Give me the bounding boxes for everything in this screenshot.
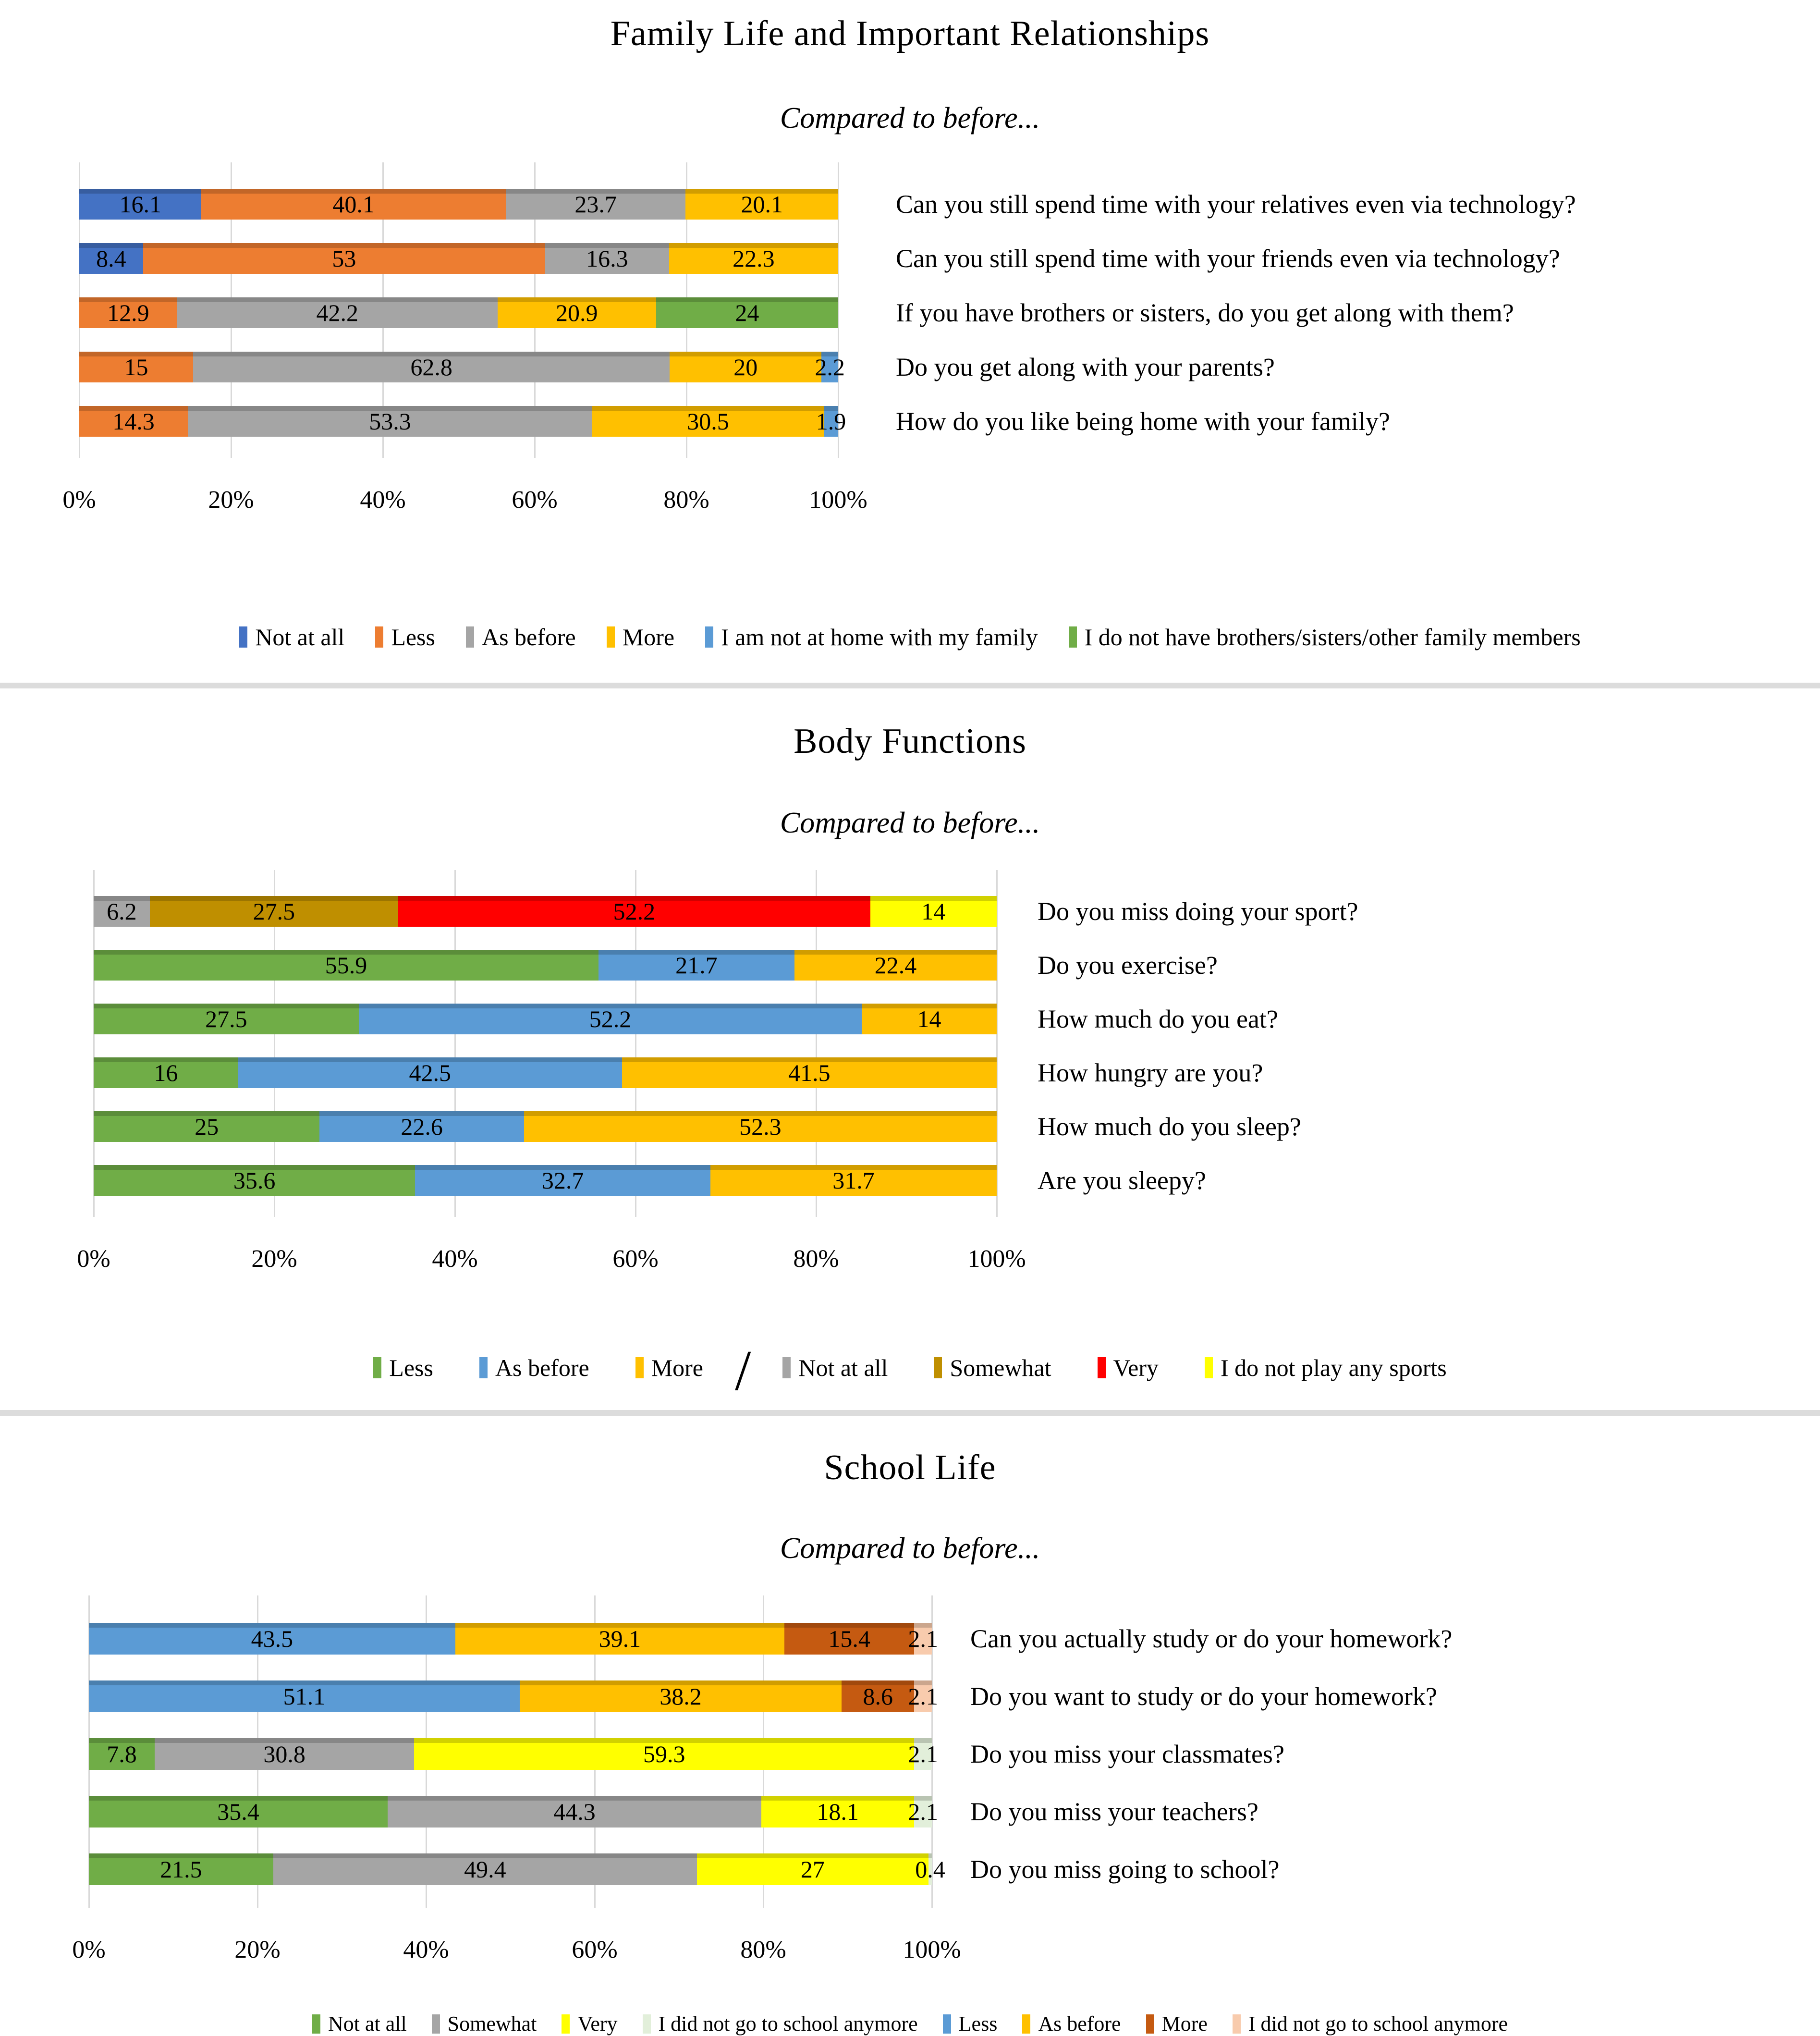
x-axis bbox=[77, 1235, 1026, 1278]
data-label: 20 bbox=[733, 353, 758, 380]
legend-swatch bbox=[1146, 2014, 1154, 2034]
data-label: 6.2 bbox=[107, 898, 137, 925]
bar-segment-not-at-all bbox=[79, 189, 201, 220]
legend-label: I did not go to school anymore bbox=[658, 2012, 918, 2036]
bar-segment-less bbox=[201, 189, 506, 220]
legend bbox=[0, 623, 1820, 651]
category-label: Do you miss going to school? bbox=[970, 1855, 1280, 1884]
chart-section-body-functions bbox=[0, 688, 1820, 1416]
legend-swatch bbox=[1205, 1357, 1213, 1378]
stacked-bar bbox=[79, 352, 845, 382]
legend-item bbox=[1205, 1354, 1447, 1382]
data-label: 49.4 bbox=[464, 1856, 506, 1883]
data-label: 44.3 bbox=[553, 1798, 596, 1825]
data-label: 16.3 bbox=[586, 245, 628, 272]
bar-segment-as-before bbox=[238, 1057, 622, 1088]
chart-title: Body Functions bbox=[794, 722, 1026, 761]
data-label: 24 bbox=[735, 299, 759, 326]
legend-label: I did not go to school anymore bbox=[1248, 2012, 1508, 2036]
legend-item bbox=[1022, 2011, 1121, 2036]
legend-item bbox=[239, 623, 344, 651]
category-label: Do you exercise? bbox=[1038, 951, 1218, 980]
data-label: 0.4 bbox=[915, 1856, 945, 1883]
category-label: Can you still spend time with your relatives even via technology? bbox=[896, 189, 1576, 219]
legend-item bbox=[466, 623, 576, 651]
bar-segment-somewhat bbox=[273, 1853, 697, 1885]
bar-segment-somewhat bbox=[150, 896, 399, 927]
data-label: 14 bbox=[917, 1006, 941, 1032]
plot-area bbox=[89, 1610, 945, 1898]
legend-item bbox=[373, 1354, 433, 1382]
legend-label: I do not play any sports bbox=[1220, 1354, 1447, 1381]
bar-segment-less bbox=[94, 950, 599, 981]
bar-segment-more bbox=[685, 189, 838, 220]
legend-label: As before bbox=[495, 1354, 589, 1381]
bar-segment-as-before bbox=[599, 950, 794, 981]
data-label: 14.3 bbox=[112, 407, 155, 435]
stacked-bar bbox=[89, 1796, 938, 1827]
data-label: 20.9 bbox=[555, 299, 598, 326]
data-label: 35.6 bbox=[233, 1167, 276, 1194]
data-label: 15.4 bbox=[828, 1625, 870, 1652]
data-label: 51.1 bbox=[283, 1683, 326, 1710]
legend-label: I do not have brothers/sisters/other family members bbox=[1084, 624, 1581, 650]
legend-label: Very bbox=[1113, 1354, 1159, 1381]
legend-swatch bbox=[943, 2014, 951, 2034]
axis-tick-label: 40% bbox=[403, 1936, 449, 1963]
bar-row bbox=[89, 1783, 938, 1840]
legend-separator: / bbox=[735, 1338, 751, 1402]
data-label: 40.1 bbox=[332, 190, 375, 218]
bar-row bbox=[79, 394, 846, 448]
legend-item bbox=[1069, 623, 1581, 651]
bar-segment-as-before bbox=[545, 243, 669, 274]
legend-swatch bbox=[239, 626, 247, 648]
axis-tick-label: 20% bbox=[234, 1936, 281, 1963]
axis-tick-label: 0% bbox=[62, 486, 96, 514]
data-label: 59.3 bbox=[643, 1741, 685, 1767]
category-label: How do you like being home with your family? bbox=[896, 406, 1390, 436]
axis-tick-label: 80% bbox=[793, 1245, 839, 1273]
bar-segment-i-did-not-go-to-school-anymore bbox=[908, 1796, 938, 1827]
legend-label: Somewhat bbox=[950, 1354, 1051, 1381]
data-label: 2.1 bbox=[908, 1798, 938, 1825]
stacked-bar bbox=[94, 1111, 997, 1142]
bar-row bbox=[79, 177, 838, 231]
legend-swatch bbox=[635, 1357, 644, 1378]
data-label: 21.5 bbox=[160, 1856, 202, 1883]
data-label: 20.1 bbox=[741, 190, 783, 218]
bar-segment-as-before bbox=[520, 1680, 842, 1712]
bar-segment-i-did-not-go-to-school-anymore bbox=[915, 1853, 945, 1885]
category-label: How hungry are you? bbox=[1038, 1058, 1263, 1087]
bar-row bbox=[79, 340, 845, 394]
legend-swatch bbox=[375, 626, 383, 648]
chart-section-school-life bbox=[0, 1416, 1820, 2036]
plot-area bbox=[94, 884, 997, 1207]
stacked-bar bbox=[89, 1853, 945, 1885]
data-label: 52.3 bbox=[739, 1113, 782, 1140]
category-labels bbox=[1038, 884, 1820, 1207]
legend-item bbox=[934, 1354, 1051, 1382]
category-label: Can you actually study or do your homework? bbox=[970, 1624, 1453, 1653]
stacked-bar bbox=[79, 297, 838, 328]
stacked-bar bbox=[94, 1057, 997, 1088]
data-label: 27.5 bbox=[253, 898, 295, 925]
data-label: 38.2 bbox=[660, 1683, 702, 1710]
data-label: 8.6 bbox=[863, 1683, 893, 1710]
bar-segment-very bbox=[414, 1738, 914, 1770]
legend-swatch bbox=[466, 626, 474, 648]
data-label: 52.2 bbox=[613, 898, 656, 925]
legend-swatch bbox=[1098, 1357, 1106, 1378]
legend-label: Not at all bbox=[255, 624, 345, 650]
legend-label: I am not at home with my family bbox=[721, 624, 1038, 650]
legend-label: More bbox=[651, 1354, 704, 1381]
section-divider bbox=[0, 1410, 1820, 1416]
data-label: 15 bbox=[124, 353, 148, 380]
category-label: Do you get along with your parents? bbox=[896, 352, 1275, 381]
axis-tick-label: 100% bbox=[903, 1936, 961, 1963]
bar-segment-as-before bbox=[177, 297, 498, 328]
legend-swatch bbox=[1069, 626, 1077, 648]
bar-segment-very bbox=[697, 1853, 928, 1885]
legend-label: Not at all bbox=[798, 1354, 888, 1381]
bar-segment-more bbox=[670, 352, 821, 382]
bar-segment-more bbox=[669, 243, 838, 274]
data-label: 14 bbox=[921, 898, 946, 925]
bar-segment-i-am-not-at-home-with-my-family bbox=[815, 352, 845, 382]
stacked-bar bbox=[79, 406, 846, 437]
bar-segment-as-before bbox=[455, 1623, 785, 1655]
data-label: 2.1 bbox=[908, 1625, 938, 1652]
category-label: Are you sleepy? bbox=[1038, 1166, 1206, 1195]
category-label: Can you still spend time with your friends even via technology? bbox=[896, 244, 1560, 273]
axis-tick-label: 40% bbox=[432, 1245, 478, 1273]
bar-segment-as-before bbox=[415, 1165, 710, 1196]
bar-segment-i-did-not-go-to-school-anymore bbox=[908, 1738, 938, 1770]
legend-item bbox=[1146, 2011, 1208, 2036]
bar-row bbox=[89, 1668, 938, 1725]
bar-segment-somewhat bbox=[388, 1796, 761, 1827]
legend-label: More bbox=[1161, 2012, 1208, 2036]
data-label: 16 bbox=[154, 1059, 178, 1086]
bar-segment-less bbox=[94, 1057, 238, 1088]
data-label: 8.4 bbox=[96, 245, 126, 272]
axis-tick-label: 40% bbox=[360, 486, 406, 514]
axis-tick-label: 60% bbox=[572, 1936, 618, 1963]
axis-tick-label: 80% bbox=[663, 486, 709, 514]
data-label: 27 bbox=[800, 1856, 825, 1883]
legend-item bbox=[312, 2011, 407, 2036]
legend-item bbox=[643, 2011, 918, 2036]
stacked-bar bbox=[94, 950, 997, 981]
stacked-bar bbox=[89, 1680, 938, 1712]
category-label: Do you miss your classmates? bbox=[970, 1740, 1284, 1768]
legend-swatch bbox=[479, 1357, 488, 1378]
bar-segment-more bbox=[524, 1111, 997, 1142]
data-label: 32.7 bbox=[541, 1167, 584, 1194]
category-label: If you have brothers or sisters, do you get along with them? bbox=[896, 298, 1514, 327]
legend-item bbox=[635, 1354, 703, 1382]
category-label: Do you miss doing your sport? bbox=[1038, 897, 1358, 926]
legend-swatch bbox=[705, 626, 713, 648]
data-label: 43.5 bbox=[251, 1625, 293, 1652]
data-label: 52.2 bbox=[589, 1006, 632, 1032]
data-label: 2.1 bbox=[908, 1741, 938, 1767]
bar-segment-less bbox=[94, 1165, 415, 1196]
data-label: 2.2 bbox=[815, 353, 845, 380]
legend-label: Less bbox=[389, 1354, 433, 1381]
legend-label: Somewhat bbox=[447, 2012, 537, 2036]
bar-row bbox=[89, 1840, 945, 1898]
data-label: 41.5 bbox=[788, 1059, 831, 1086]
axis-tick-label: 100% bbox=[967, 1245, 1026, 1273]
bar-row bbox=[94, 1100, 997, 1153]
legend-item bbox=[1098, 1354, 1159, 1382]
legend-item bbox=[705, 623, 1038, 651]
axis-tick-label: 0% bbox=[72, 1936, 106, 1963]
axis-tick-label: 100% bbox=[809, 486, 867, 514]
legend-swatch bbox=[432, 2014, 440, 2034]
bar-segment-more bbox=[498, 297, 656, 328]
data-label: 42.5 bbox=[409, 1059, 452, 1086]
data-label: 2.1 bbox=[908, 1683, 938, 1710]
legend-swatch bbox=[643, 2014, 651, 2034]
bar-row bbox=[79, 285, 838, 340]
stacked-bar bbox=[94, 1004, 997, 1034]
stacked-bar bbox=[94, 1165, 997, 1196]
legend-swatch bbox=[373, 1357, 381, 1378]
bar-segment-i-do-not-play-any-sports bbox=[870, 896, 997, 927]
data-label: 53.3 bbox=[369, 407, 411, 435]
data-label: 55.9 bbox=[325, 952, 367, 979]
bar-segment-i-did-not-go-to-school-anymore bbox=[908, 1623, 938, 1655]
data-label: 42.2 bbox=[316, 299, 358, 326]
data-label: 30.8 bbox=[263, 1741, 305, 1767]
data-label: 22.4 bbox=[874, 952, 917, 979]
stacked-bar bbox=[94, 896, 997, 927]
legend-item bbox=[479, 1354, 589, 1382]
bar-segment-very bbox=[398, 896, 870, 927]
legend-item bbox=[782, 1354, 888, 1382]
legend bbox=[0, 1338, 1820, 1402]
legend-item bbox=[607, 623, 674, 651]
legend-item bbox=[375, 623, 435, 651]
bar-segment-as-before bbox=[506, 189, 685, 220]
legend-item bbox=[943, 2011, 998, 2036]
bar-segment-i-do-not-have-brothers-sisters-other-family-members bbox=[656, 297, 838, 328]
data-label: 12.9 bbox=[107, 299, 149, 326]
data-label: 18.1 bbox=[817, 1798, 859, 1825]
bar-segment-less bbox=[94, 1004, 359, 1034]
bar-segment-more bbox=[842, 1680, 914, 1712]
bar-row bbox=[89, 1610, 938, 1668]
legend-item bbox=[562, 2011, 617, 2036]
axis-tick-label: 60% bbox=[612, 1245, 659, 1273]
axis-tick-label: 20% bbox=[251, 1245, 297, 1273]
bar-segment-more bbox=[862, 1004, 997, 1034]
data-label: 21.7 bbox=[675, 952, 718, 979]
bar-segment-as-before bbox=[188, 406, 592, 437]
legend-swatch bbox=[562, 2014, 570, 2034]
bar-row bbox=[94, 992, 997, 1046]
stacked-bar bbox=[79, 243, 838, 274]
category-labels bbox=[896, 177, 1820, 448]
bar-segment-more bbox=[592, 406, 824, 437]
category-label: How much do you sleep? bbox=[1038, 1112, 1301, 1141]
legend-swatch bbox=[312, 2014, 320, 2034]
bar-segment-more bbox=[622, 1057, 997, 1088]
data-label: 30.5 bbox=[687, 407, 729, 435]
legend bbox=[0, 2011, 1820, 2036]
data-label: 16.1 bbox=[119, 190, 161, 218]
bar-segment-not-at-all bbox=[89, 1853, 273, 1885]
bar-segment-less bbox=[89, 1680, 520, 1712]
bar-segment-not-at-all bbox=[89, 1796, 388, 1827]
legend-swatch bbox=[1233, 2014, 1241, 2034]
x-axis bbox=[72, 1926, 961, 1969]
legend-swatch bbox=[782, 1357, 791, 1378]
plot-area bbox=[79, 177, 846, 448]
bar-segment-not-at-all bbox=[89, 1738, 155, 1770]
bar-segment-very bbox=[761, 1796, 914, 1827]
bar-segment-less bbox=[79, 352, 193, 382]
category-label: Do you want to study or do your homework? bbox=[970, 1682, 1437, 1711]
bar-segment-less bbox=[79, 297, 177, 328]
category-label: Do you miss your teachers? bbox=[970, 1797, 1258, 1826]
chart-title: School Life bbox=[824, 1448, 996, 1487]
legend-label: As before bbox=[481, 624, 576, 650]
legend-label: Less bbox=[391, 624, 435, 650]
data-label: 62.8 bbox=[410, 353, 452, 380]
data-label: 22.3 bbox=[733, 245, 775, 272]
legend-label: Not at all bbox=[328, 2012, 407, 2036]
data-label: 7.8 bbox=[107, 1741, 137, 1767]
bar-segment-as-before bbox=[319, 1111, 524, 1142]
bar-segment-as-before bbox=[359, 1004, 862, 1034]
data-label: 23.7 bbox=[574, 190, 617, 218]
axis-tick-label: 0% bbox=[77, 1245, 110, 1273]
data-label: 25 bbox=[195, 1113, 219, 1140]
stacked-bar bbox=[89, 1738, 938, 1770]
bar-segment-i-did-not-go-to-school-anymore bbox=[908, 1680, 938, 1712]
legend-swatch bbox=[934, 1357, 942, 1378]
legend-swatch bbox=[607, 626, 615, 648]
chart-section-family-life bbox=[0, 0, 1820, 688]
bar-segment-less bbox=[79, 406, 188, 437]
bar-segment-more bbox=[710, 1165, 997, 1196]
axis-tick-label: 60% bbox=[512, 486, 558, 514]
chart-title: Family Life and Important Relationships bbox=[610, 14, 1210, 53]
bar-segment-less bbox=[143, 243, 545, 274]
bar-segment-less bbox=[89, 1623, 455, 1655]
legend-label: More bbox=[622, 624, 675, 650]
data-label: 35.4 bbox=[217, 1798, 259, 1825]
stacked-bar bbox=[89, 1623, 938, 1655]
legend-swatch bbox=[1022, 2014, 1030, 2034]
data-label: 1.9 bbox=[816, 407, 846, 435]
bar-segment-not-at-all bbox=[79, 243, 143, 274]
bar-segment-i-am-not-at-home-with-my-family bbox=[816, 406, 846, 437]
chart-subtitle: Compared to before... bbox=[780, 807, 1040, 839]
bar-segment-more bbox=[794, 950, 997, 981]
data-label: 31.7 bbox=[832, 1167, 875, 1194]
section-divider bbox=[0, 683, 1820, 688]
bar-segment-as-before bbox=[193, 352, 670, 382]
bar-row bbox=[94, 1046, 997, 1100]
bar-segment-more bbox=[784, 1623, 914, 1655]
bar-segment-not-at-all bbox=[94, 896, 150, 927]
data-label: 39.1 bbox=[599, 1625, 641, 1652]
bar-segment-less bbox=[94, 1111, 319, 1142]
legend-label: Very bbox=[577, 2012, 618, 2036]
bar-row bbox=[89, 1725, 938, 1783]
data-label: 27.5 bbox=[205, 1006, 247, 1032]
legend-label: As before bbox=[1038, 2012, 1121, 2036]
legend-label: Less bbox=[958, 2012, 998, 2036]
bar-row bbox=[94, 938, 997, 992]
category-labels bbox=[970, 1610, 1820, 1898]
bar-row bbox=[79, 231, 838, 285]
category-label: How much do you eat? bbox=[1038, 1005, 1278, 1033]
x-axis bbox=[62, 476, 867, 519]
axis-tick-label: 80% bbox=[740, 1936, 786, 1963]
bar-row bbox=[94, 1153, 997, 1207]
stacked-bar bbox=[79, 189, 838, 220]
data-label: 22.6 bbox=[401, 1113, 443, 1140]
chart-subtitle: Compared to before... bbox=[780, 102, 1040, 135]
chart-subtitle: Compared to before... bbox=[780, 1532, 1040, 1565]
axis-tick-label: 20% bbox=[208, 486, 254, 514]
data-label: 53 bbox=[332, 245, 356, 272]
bar-segment-somewhat bbox=[155, 1738, 415, 1770]
bar-row bbox=[94, 884, 997, 938]
legend-item bbox=[1233, 2011, 1508, 2036]
legend-item bbox=[432, 2011, 537, 2036]
